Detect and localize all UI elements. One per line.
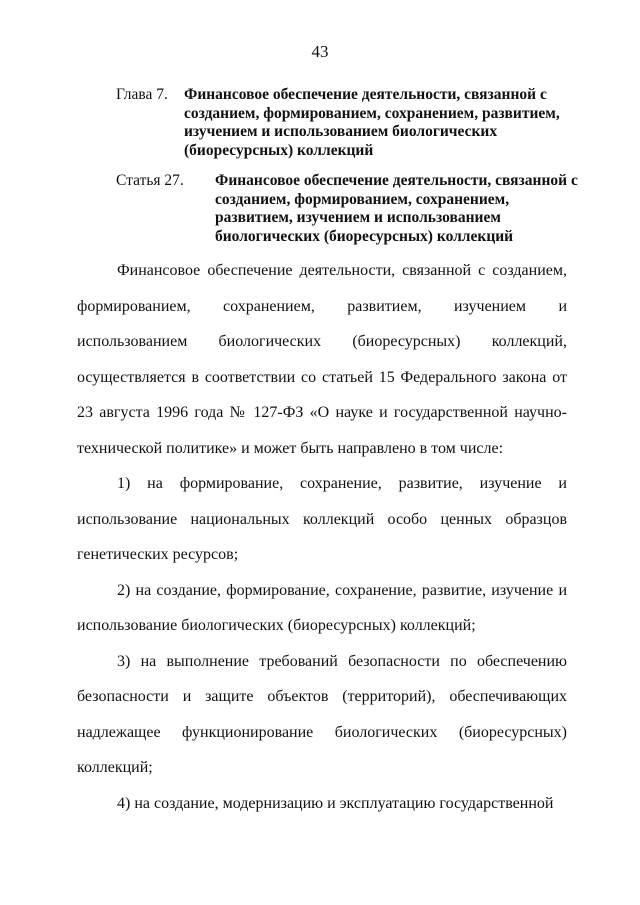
page-number: 43 [311, 42, 329, 61]
article-body [77, 253, 567, 821]
article-heading [116, 172, 580, 246]
list-item-1: 1) на формирование, сохранение, развитие, изучение и использование национальных коллекций особо ценных образцов генетических ресурсов; [77, 475, 567, 563]
list-item-4: 4) на создание, модернизацию и эксплуатацию государственной [117, 794, 554, 812]
list-item-3: 3) на выполнение требований безопасности по обеспечению безопасности и защите объектов (территорий), обеспечивающих надлежащее функционирование биологических (биоресурсных) коллекций; [77, 652, 567, 776]
chapter-label: Глава 7. [116, 86, 168, 103]
intro-paragraph: Финансовое обеспечение деятельности, связанной с созданием, формированием, сохранением, развитием, изучением и использованием биологических (биоресурсных) коллекций, осуществляется в соответствии со статьей 15 Федерального закона от 23 августа 1996 года № 127-ФЗ «О науке и государственной научно-технической политике» и может быть направлено в том числе: [77, 262, 567, 457]
chapter-heading [116, 86, 580, 160]
list-item-2: 2) на создание, формирование, сохранение, развитие, изучение и использование биологических (биоресурсных) коллекций; [77, 581, 567, 634]
article-title: Финансовое обеспечение деятельности, связанной с созданием, формированием, сохранением, развитием, изучением и использованием биологических (биоресурсных) коллекций [215, 172, 578, 245]
article-label: Статья 27. [116, 172, 184, 189]
chapter-title: Финансовое обеспечение деятельности, связанной с созданием, формированием, сохранением, развитием, изучением и использованием биологических (биоресурсных) коллекций [184, 86, 560, 159]
